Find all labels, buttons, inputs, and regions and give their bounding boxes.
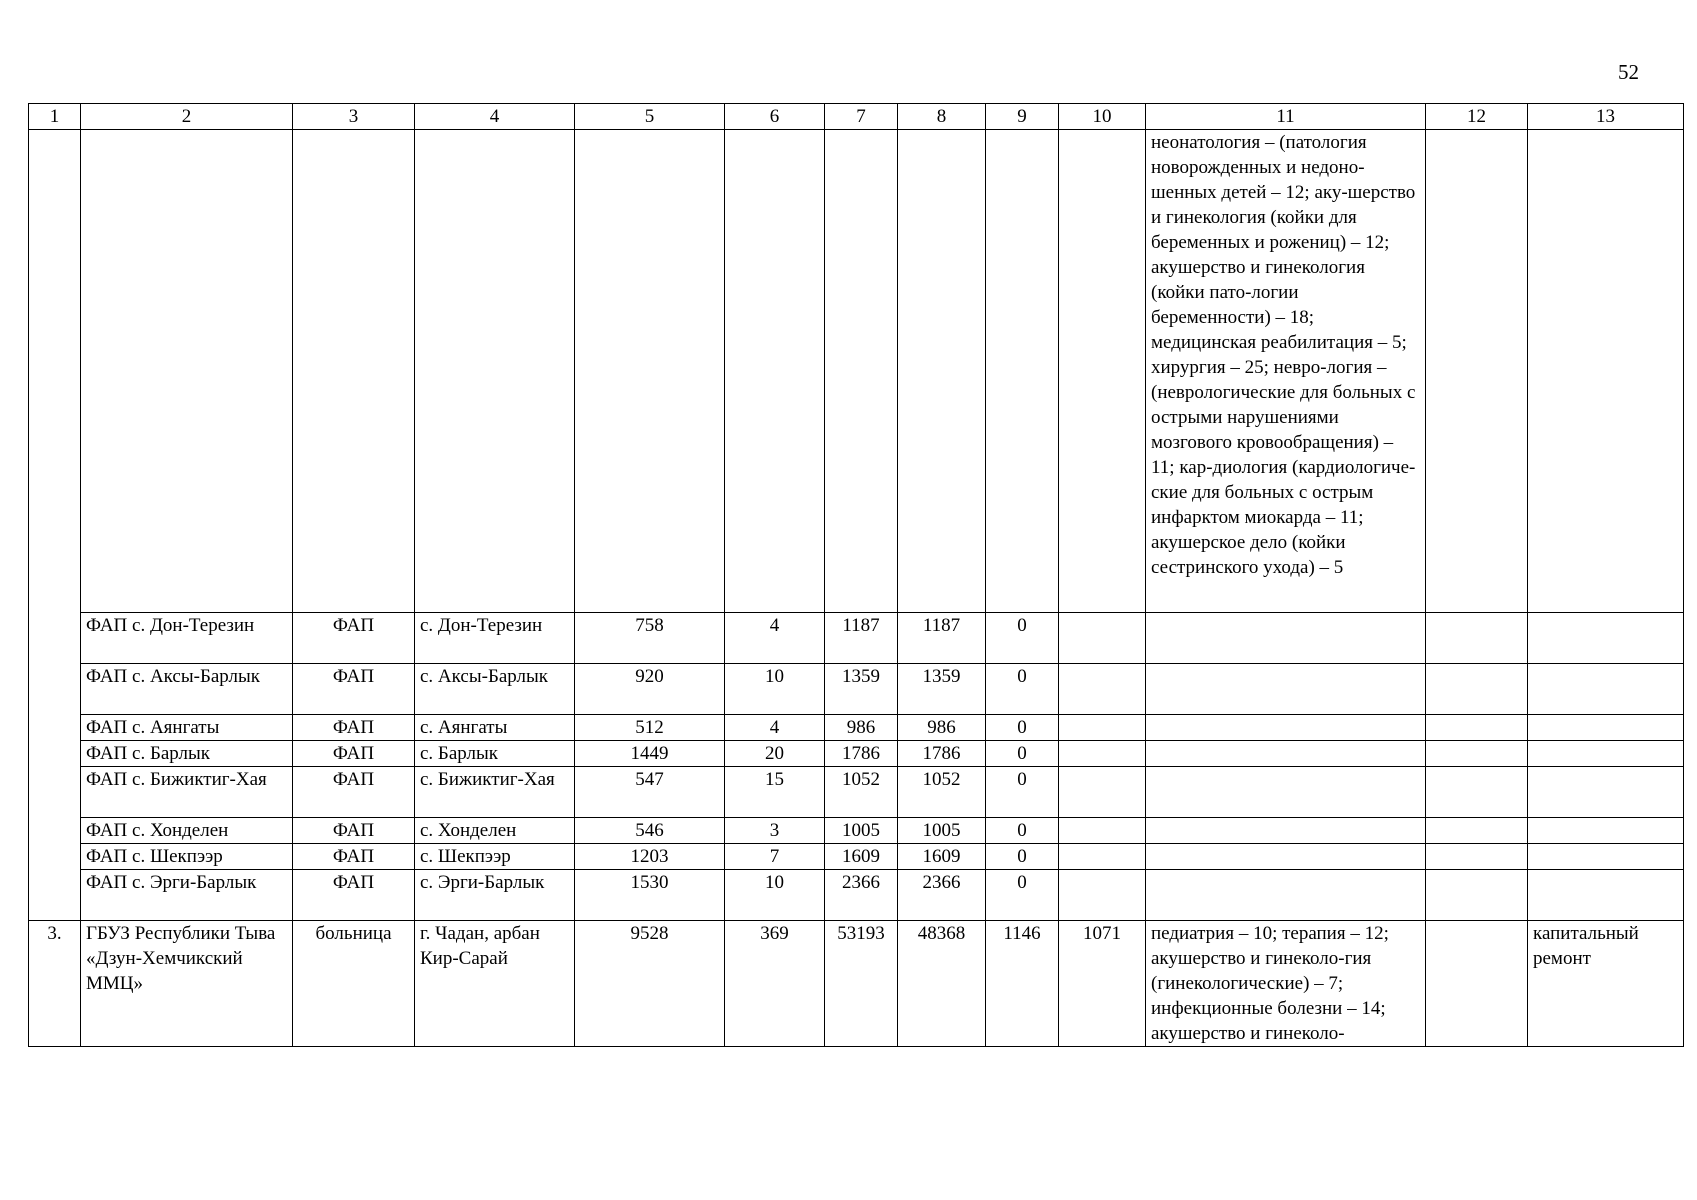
- cell-col8: 2366: [898, 870, 986, 921]
- cell-address: с. Шекпээр: [415, 844, 575, 870]
- cell-address: с. Бижиктиг-Хая: [415, 767, 575, 818]
- cell-col7: 1005: [825, 818, 898, 844]
- cell-col7: 1786: [825, 741, 898, 767]
- cell-name: ФАП с. Аянгаты: [81, 715, 293, 741]
- cell-type: ФАП: [293, 741, 415, 767]
- col-header: 12: [1426, 104, 1528, 130]
- cell-bed-profile: [1146, 741, 1426, 767]
- cell-type: ФАП: [293, 870, 415, 921]
- cell-col8: 1786: [898, 741, 986, 767]
- cell-col13: [1528, 613, 1684, 664]
- cell-col12: [1426, 818, 1528, 844]
- cell-col13: [1528, 130, 1684, 613]
- col-header: 8: [898, 104, 986, 130]
- cell-col13: [1528, 870, 1684, 921]
- cell-col6: 4: [725, 613, 825, 664]
- cell-address: с. Барлык: [415, 741, 575, 767]
- cell-col7: 1609: [825, 844, 898, 870]
- col-header: 1: [29, 104, 81, 130]
- facilities-table: [28, 103, 1684, 1047]
- cell-col6: 20: [725, 741, 825, 767]
- col-header: 10: [1059, 104, 1146, 130]
- cell-col6: 15: [725, 767, 825, 818]
- cell-col5: 9528: [575, 921, 725, 1047]
- cell-col12: [1426, 741, 1528, 767]
- cell-col6: 10: [725, 870, 825, 921]
- cell-bed-profile: [1146, 818, 1426, 844]
- table-row: [29, 870, 1684, 921]
- cell-col9: 0: [986, 818, 1059, 844]
- cell-col12: [1426, 844, 1528, 870]
- table-row: [29, 767, 1684, 818]
- cell-col9: 0: [986, 613, 1059, 664]
- cell-col9: [986, 130, 1059, 613]
- cell-col12: [1426, 130, 1528, 613]
- cell-col8: 1359: [898, 664, 986, 715]
- cell-type: ФАП: [293, 844, 415, 870]
- table-row: [29, 613, 1684, 664]
- col-header: 6: [725, 104, 825, 130]
- col-header: 13: [1528, 104, 1684, 130]
- cell-bed-profile: [1146, 767, 1426, 818]
- cell-col6: 3: [725, 818, 825, 844]
- cell-index: 3.: [29, 921, 81, 1047]
- cell-col9: 1146: [986, 921, 1059, 1047]
- cell-col9: 0: [986, 767, 1059, 818]
- cell-col9: 0: [986, 664, 1059, 715]
- cell-col6: 369: [725, 921, 825, 1047]
- cell-col10: [1059, 664, 1146, 715]
- cell-address: с. Дон-Терезин: [415, 613, 575, 664]
- cell-type: ФАП: [293, 818, 415, 844]
- cell-bed-profile: педиатрия – 10; терапия – 12; акушерство и гинеколо-гия (гинекологические) – 7; инфекционные болезни – 14; акушерство и гинеколо-: [1146, 921, 1426, 1047]
- cell-col7: 2366: [825, 870, 898, 921]
- table-row: [29, 715, 1684, 741]
- cell-address: с. Аянгаты: [415, 715, 575, 741]
- cell-col8: 1609: [898, 844, 986, 870]
- cell-col12: [1426, 715, 1528, 741]
- col-header: 9: [986, 104, 1059, 130]
- cell-bed-profile: неонатология – (патология новорожденных и недоно-шенных детей – 12; аку-шерство и гинекология (койки для беременных и рожениц) – 12; акушерство и гинекология (койки пато-логии беременности) – 18; медицинская реабилитация – 5; хирургия – 25; невро-логия – (неврологические для больных с острыми нарушениями мозгового кровообращения) – 11; кар-диология (кардиологиче-ские для больных с острым инфарктом миокарда – 11; акушерское дело (койки сестринского ухода) – 5: [1146, 130, 1426, 613]
- cell-col5: [575, 130, 725, 613]
- cell-col12: [1426, 613, 1528, 664]
- cell-type: ФАП: [293, 767, 415, 818]
- cell-col13: [1528, 664, 1684, 715]
- cell-col8: 986: [898, 715, 986, 741]
- cell-name: ГБУЗ Республики Тыва «Дзун-Хемчикский ММЦ»: [81, 921, 293, 1047]
- col-header: 2: [81, 104, 293, 130]
- cell-col5: 512: [575, 715, 725, 741]
- cell-type: ФАП: [293, 715, 415, 741]
- table-row: [29, 130, 1684, 613]
- cell-col10: [1059, 767, 1146, 818]
- cell-col8: 1052: [898, 767, 986, 818]
- cell-col5: 758: [575, 613, 725, 664]
- cell-col7: 53193: [825, 921, 898, 1047]
- cell-col7: 1052: [825, 767, 898, 818]
- cell-address: с. Эрги-Барлык: [415, 870, 575, 921]
- cell-col5: 1530: [575, 870, 725, 921]
- cell-col5: 547: [575, 767, 725, 818]
- cell-col10: [1059, 715, 1146, 741]
- cell-col5: 1449: [575, 741, 725, 767]
- cell-bed-profile: [1146, 870, 1426, 921]
- cell-bed-profile: [1146, 664, 1426, 715]
- cell-index: [29, 130, 81, 921]
- cell-col6: [725, 130, 825, 613]
- cell-col10: [1059, 818, 1146, 844]
- cell-type: больница: [293, 921, 415, 1047]
- cell-address: с. Хонделен: [415, 818, 575, 844]
- cell-col8: [898, 130, 986, 613]
- cell-bed-profile: [1146, 844, 1426, 870]
- cell-col10: [1059, 613, 1146, 664]
- cell-col5: 920: [575, 664, 725, 715]
- cell-col10: [1059, 844, 1146, 870]
- cell-col13: [1528, 818, 1684, 844]
- col-header: 4: [415, 104, 575, 130]
- cell-col5: 1203: [575, 844, 725, 870]
- cell-col6: 7: [725, 844, 825, 870]
- cell-col12: [1426, 664, 1528, 715]
- cell-col12: [1426, 767, 1528, 818]
- cell-name: ФАП с. Бижиктиг-Хая: [81, 767, 293, 818]
- cell-type: ФАП: [293, 664, 415, 715]
- table-row: [29, 921, 1684, 1047]
- col-header: 3: [293, 104, 415, 130]
- cell-col8: 48368: [898, 921, 986, 1047]
- cell-col13: капитальный ремонт: [1528, 921, 1684, 1047]
- cell-type: ФАП: [293, 613, 415, 664]
- cell-name: ФАП с. Барлык: [81, 741, 293, 767]
- cell-col9: 0: [986, 715, 1059, 741]
- cell-col7: 1187: [825, 613, 898, 664]
- cell-col8: 1005: [898, 818, 986, 844]
- cell-col10: [1059, 870, 1146, 921]
- header-row: [29, 104, 1684, 130]
- cell-name: ФАП с. Дон-Терезин: [81, 613, 293, 664]
- cell-col9: 0: [986, 870, 1059, 921]
- cell-bed-profile: [1146, 715, 1426, 741]
- cell-col10: [1059, 741, 1146, 767]
- cell-col9: 0: [986, 741, 1059, 767]
- cell-col10: 1071: [1059, 921, 1146, 1047]
- cell-col10: [1059, 130, 1146, 613]
- cell-col13: [1528, 767, 1684, 818]
- table-row: [29, 741, 1684, 767]
- cell-address: с. Аксы-Барлык: [415, 664, 575, 715]
- col-header: 5: [575, 104, 725, 130]
- cell-address: [415, 130, 575, 613]
- table-row: [29, 818, 1684, 844]
- cell-col7: 986: [825, 715, 898, 741]
- cell-col7: 1359: [825, 664, 898, 715]
- table-row: [29, 664, 1684, 715]
- cell-col5: 546: [575, 818, 725, 844]
- cell-col12: [1426, 870, 1528, 921]
- col-header: 7: [825, 104, 898, 130]
- cell-address: г. Чадан, арбан Кир-Сарай: [415, 921, 575, 1047]
- cell-col13: [1528, 741, 1684, 767]
- cell-col8: 1187: [898, 613, 986, 664]
- cell-name: ФАП с. Эрги-Барлык: [81, 870, 293, 921]
- table-row: [29, 844, 1684, 870]
- cell-col13: [1528, 715, 1684, 741]
- cell-col7: [825, 130, 898, 613]
- page-number: 52: [1618, 60, 1639, 84]
- col-header: 11: [1146, 104, 1426, 130]
- cell-name: ФАП с. Аксы-Барлык: [81, 664, 293, 715]
- cell-col6: 4: [725, 715, 825, 741]
- cell-col6: 10: [725, 664, 825, 715]
- cell-name: ФАП с. Шекпээр: [81, 844, 293, 870]
- cell-type: [293, 130, 415, 613]
- cell-bed-profile: [1146, 613, 1426, 664]
- cell-name: ФАП с. Хонделен: [81, 818, 293, 844]
- cell-name: [81, 130, 293, 613]
- cell-col9: 0: [986, 844, 1059, 870]
- cell-col13: [1528, 844, 1684, 870]
- cell-col12: [1426, 921, 1528, 1047]
